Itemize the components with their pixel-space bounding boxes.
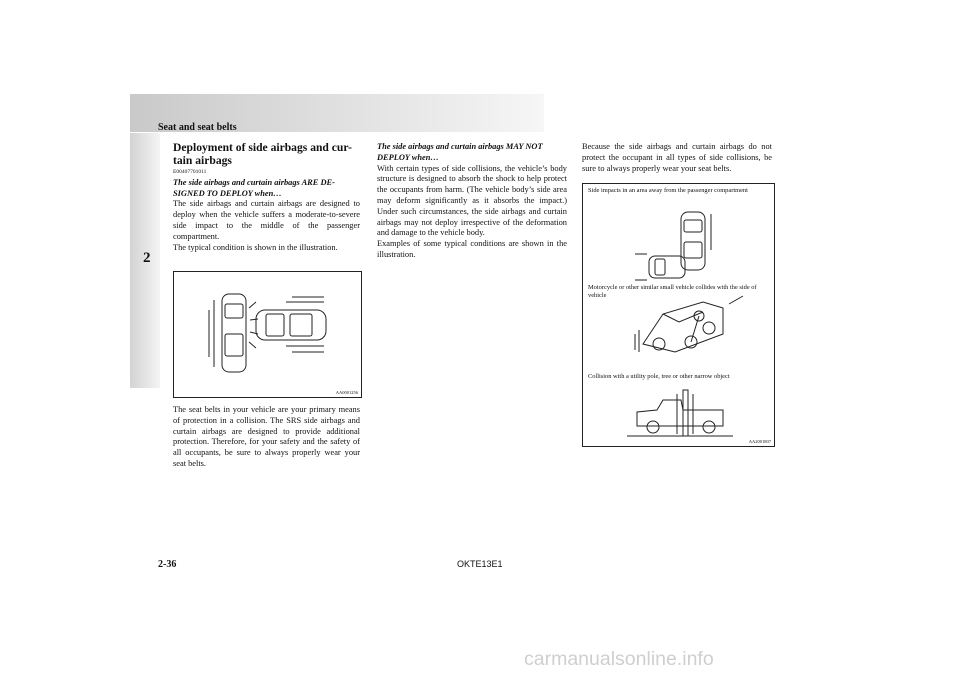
caption-motorcycle: Motorcycle or other similar small vehicle collides with the side of vehicle (588, 284, 757, 299)
column-middle (377, 142, 567, 261)
side-impact-drawing (174, 272, 361, 397)
figure-code: AA0001256 (335, 390, 358, 395)
section-code: E00407701011 (173, 169, 207, 175)
column-left (173, 142, 360, 253)
deploy-subhead-line1: The side airbags and curtain airbags ARE DE- (173, 177, 335, 187)
watermark-logo (524, 645, 956, 673)
seat-belt-paragraph: The seat belts in your vehicle are your primary means of protection in a collision. The SRS side airbags and curtain airbags are designed to provide additional protection. Therefore, for your safety and the safety of all occupants, be sure to always properly wear your seat belts. (173, 405, 360, 468)
figure-code: AA2001807 (748, 439, 771, 444)
examples-note: Examples of some typical conditions are shown in the illustration. (377, 239, 567, 259)
section-header-title: Seat and seat belts (158, 122, 237, 133)
no-deploy-subhead-line1: The side airbags and curtain airbags MAY NOT (377, 142, 543, 151)
illustration-note: The typical condition is shown in the illustration. (173, 242, 338, 252)
no-deploy-paragraph: With certain types of side collisions, the vehicle’s body structure is designed to absorb the shock to help protect the occupants from harm. (The vehicle body’s side area may deform significantly as it absorbs the impact.) Under such circumstances, the side airbags and curtain airbags may not deploy irrespective of the deformation and damage to the vehicle body. (377, 163, 567, 238)
section-title-line2: tain airbags (173, 153, 232, 167)
column-left-lower (173, 405, 360, 470)
deploy-subhead-line2: SIGNED TO DEPLOY when… (173, 188, 282, 198)
deploy-paragraph: The side airbags and curtain airbags are designed to deploy when the vehicle suffers a moderate-to-severe side impact to the middle of the passenger compartment. (173, 199, 360, 241)
document-code: OKTE13E1 (457, 559, 503, 569)
no-deploy-subhead-line2: DEPLOY when… (377, 152, 439, 162)
side-impact-illustration (173, 271, 362, 398)
non-deploy-illustration (582, 183, 775, 447)
page-number: 2-36 (158, 559, 177, 570)
caption-narrow-object: Collision with a utility pole, tree or other narrow object (588, 373, 730, 380)
chapter-number: 2 (143, 250, 151, 266)
watermark-text: carmanualsonline.info (524, 648, 714, 670)
section-title-line1: Deployment of side airbags and cur- (173, 141, 352, 154)
seat-belt-warning-paragraph: Because the side airbags and curtain airbags do not protect the occupant in all types of side collisions, be sure to always properly wear your seat belts. (582, 142, 772, 173)
non-deploy-drawing (583, 184, 774, 446)
column-right (582, 142, 772, 174)
caption-side-impact-away: Side impacts in an area away from the passenger compartment (588, 187, 748, 194)
